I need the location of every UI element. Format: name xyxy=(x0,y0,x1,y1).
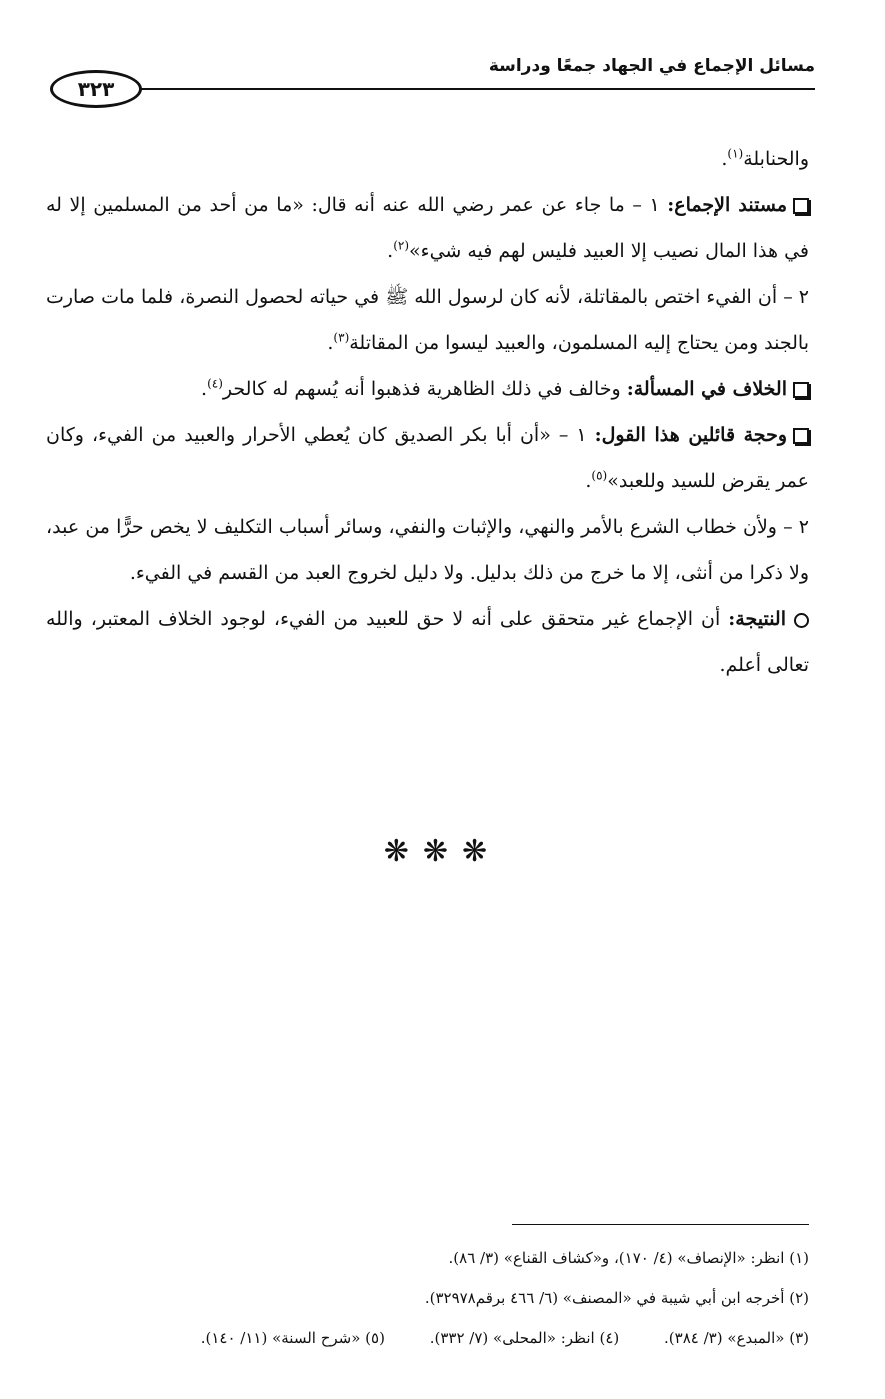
footnote-ref: (٣) xyxy=(333,330,350,345)
footnote-5: (٥) «شرح السنة» (١١/ ١٤٠). xyxy=(200,1329,385,1347)
paragraph-text: ٢ – أن الفيء اختص بالمقاتلة، لأنه كان لرسول الله ﷺ في حياته لحصول النصرة، فلما مات صارت بالجند ومن يحتاج إليه المسلمون، والعبيد ليسوا من المقاتلة xyxy=(46,286,809,354)
footnote-rule xyxy=(512,1224,809,1225)
punctuation: . xyxy=(387,240,394,262)
paragraph-text: ٢ – ولأن خطاب الشرع بالأمر والنهي، والإثبات والنفي، وسائر أسباب التكليف لا يخص حرًّا من عبد، ولا ذكرا من أنثى، إلا ما خرج من ذلك بدليل. ولا دليل لخروج العبد من القسم في الفيء. xyxy=(46,516,809,584)
section-label: مستند الإجماع: xyxy=(667,194,787,216)
footnote-ref: (١) xyxy=(727,146,744,161)
page-number xyxy=(50,70,142,108)
paragraph-second-evidence xyxy=(46,274,809,366)
section-divider-stars-icon: ❋❋❋ xyxy=(383,834,502,869)
square-bullet-icon xyxy=(793,382,809,398)
footnote-1: (١) انظر: «الإنصاف» (٤/ ١٧٠)، و«كشاف القناع» (٣/ ٨٦). xyxy=(448,1249,809,1267)
footnote-2: (٢) أخرجه ابن أبي شيبة في «المصنف» (٦/ ٤٦٦ برقم٣٢٩٧٨). xyxy=(424,1289,809,1307)
section-label: النتيجة: xyxy=(728,608,786,630)
running-header-title: مسائل الإجماع في الجهاد جمعًا ودراسة xyxy=(488,56,815,76)
footnote-ref: (٥) xyxy=(591,468,608,483)
paragraph-text: والحنابلة xyxy=(743,148,809,170)
paragraph-argument-two xyxy=(46,504,809,596)
main-text xyxy=(46,136,809,688)
footnote-ref: (٤) xyxy=(207,376,223,391)
footnote-4: (٤) انظر: «المحلى» (٧/ ٣٣٢). xyxy=(429,1329,620,1347)
paragraph-disagreement xyxy=(46,366,809,412)
square-bullet-icon xyxy=(793,198,809,214)
footnote-row-3 xyxy=(46,1318,809,1358)
paragraph-argument xyxy=(46,412,809,504)
punctuation: . xyxy=(585,470,592,492)
page-number-text: ٣٢٣ xyxy=(77,77,115,101)
header-rule xyxy=(140,88,815,90)
footnotes xyxy=(46,1238,809,1358)
paragraph-text: ١ – «أن أبا بكر الصديق كان يُعطي الأحرار والعبيد من الفيء، وكان عمر يقرض للسيد وللعبد» xyxy=(46,424,809,492)
paragraph-result xyxy=(46,596,809,688)
square-bullet-icon xyxy=(793,428,809,444)
paragraph-consensus-basis xyxy=(46,182,809,274)
paragraph-text: ١ – ما جاء عن عمر رضي الله عنه أنه قال: «ما من أحد من المسلمين إلا له في هذا المال نصيب إلا العبيد فليس لهم فيه شيء» xyxy=(46,194,809,262)
circle-bullet-icon xyxy=(794,613,809,628)
paragraph-text: وخالف في ذلك الظاهرية فذهبوا أنه يُسهم له كالحر xyxy=(222,378,627,400)
punctuation: . xyxy=(721,148,728,170)
footnote-3: (٣) «المبدع» (٣/ ٣٨٤). xyxy=(664,1329,809,1347)
punctuation: . xyxy=(327,332,334,354)
footnote-ref: (٢) xyxy=(393,238,410,253)
section-label: الخلاف في المسألة: xyxy=(626,378,787,400)
section-label: وحجة قائلين هذا القول: xyxy=(594,424,787,446)
punctuation: . xyxy=(201,378,208,400)
paragraph-text: أن الإجماع غير متحقق على أنه لا حق للعبيد من الفيء، لوجود الخلاف المعتبر، والله تعالى أعلم. xyxy=(46,608,809,676)
paragraph-intro xyxy=(46,136,809,182)
